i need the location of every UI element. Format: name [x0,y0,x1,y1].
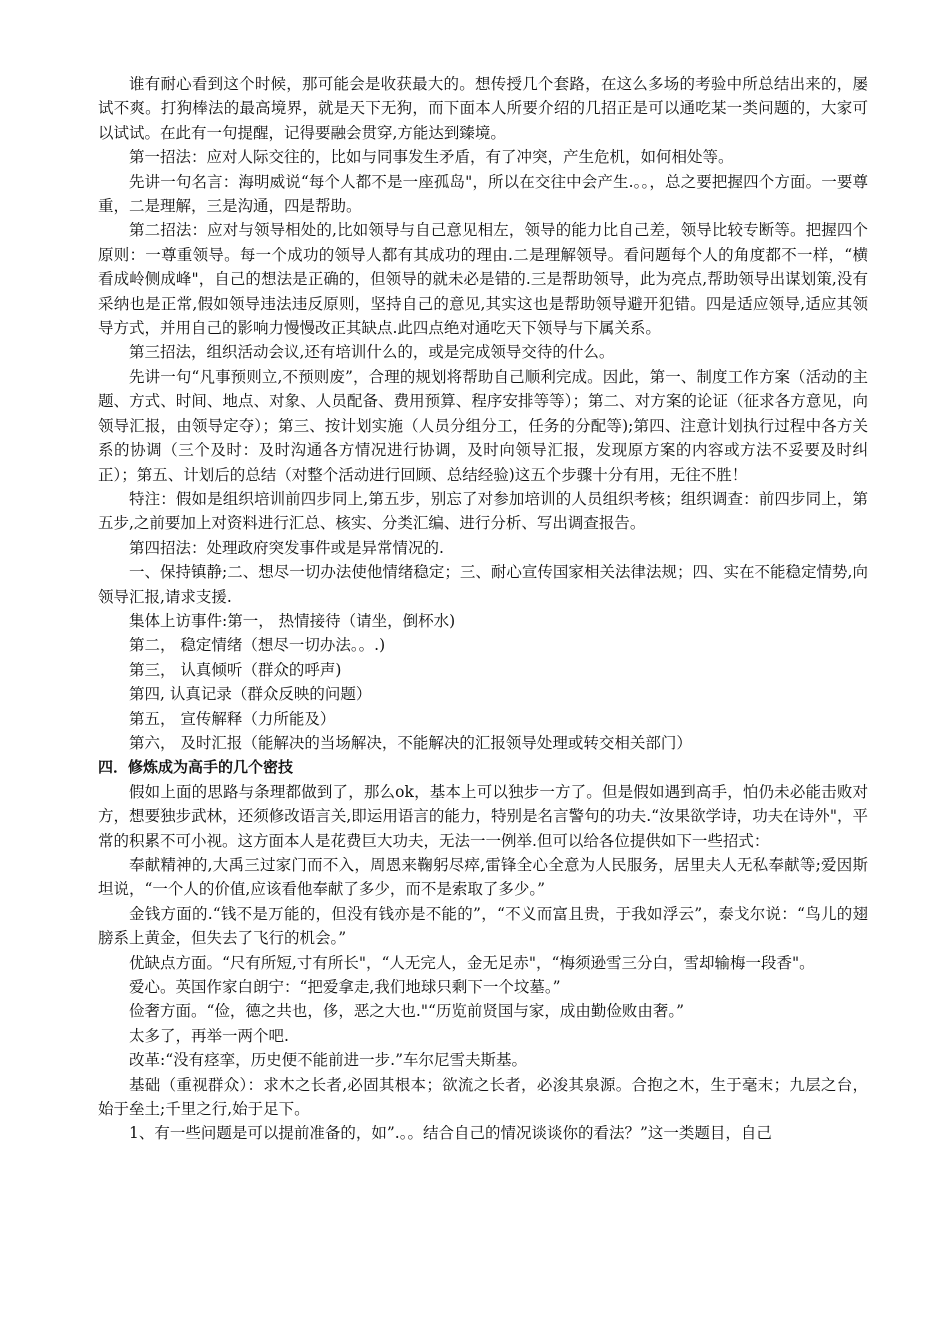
paragraph: 一、保持镇静;二、想尽一切办法使他情绪稳定；三、耐心宣传国家相关法律法规；四、实在不能稳定情势,向领导汇报,请求支援. [98,563,868,606]
paragraph: 优缺点方面。“尺有所短,寸有所长"，“人无完人，金无足赤"，“梅须逊雪三分白，雪却输梅一段香"。 [129,953,815,972]
paragraph: 第一招法：应对人际交往的，比如与同事发生矛盾，有了冲突，产生危机，如何相处等。 [129,148,734,167]
paragraph: 先讲一句名言：海明威说“每个人都不是一座孤岛"，所以在交往中会产生.。。，总之要把握四个方面。一要尊重，二是理解，三是沟通，四是帮助。 [98,172,868,216]
paragraph: 1、有一些问题是可以提前准备的，如”.。。结合自己的情况谈谈你的看法？”这一类题目，自己 [129,1124,772,1143]
list-item: 第六， 及时汇报（能解决的当场解决，不能解决的汇报领导处理或转交相关部门） [129,733,692,752]
paragraph: 基础（重视群众）：求木之长者,必固其根本；欲流之长者，必浚其泉源。合抱之木，生于毫末；九层之台，始于垒土;千里之行,始于足下。 [98,1075,868,1119]
paragraph: 特注：假如是组织培训前四步同上,第五步，别忘了对参加培训的人员组织考核；组织调查：前四步同上，第五步,之前要加上对资料进行汇总、核实、分类汇编、进行分析、写出调查报告。 [98,489,868,533]
document-page [98,72,868,1146]
paragraph: 太多了，再举一两个吧. [129,1026,289,1045]
paragraph: 第二招法：应对与领导相处的,比如领导与自己意见相左，领导的能力比自己差，领导比较专断等。把握四个原则：一尊重领导。每一个成功的领导人都有其成功的理由.二是理解领导。看问题每个人的角度都不一样，“横看成岭侧成峰"，自己的想法是正确的，但领导的就未必是错的.三是帮助领导，此为亮点,帮助领导出谋划策,没有采纳也是正常,假如领导违法违反原则，坚持自己的意见,其实这也是帮助领导避开犯错。四是适应领导,适应其领导方式，并用自己的影响力慢慢改正其缺点.此四点绝对通吃天下领导与下属关系。 [98,221,868,338]
list-item: 第三， 认真倾听（群众的呼声) [129,660,342,679]
paragraph: 第三招法，组织活动会议,还有培训什么的，或是完成领导交待的什么。 [129,343,615,362]
list-item: 第五， 宣传解释（力所能及） [129,709,336,728]
section-heading: 四．修炼成为高手的几个密技 [98,758,294,777]
paragraph: 爱心。英国作家白朗宁：“把爱拿走,我们地球只剩下一个坟墓。” [129,978,561,997]
paragraph: 俭奢方面。“俭，德之共也，侈，恶之大也."“历览前贤国与家，成由勤俭败由奢。” [129,1002,685,1021]
paragraph: 第四招法：处理政府突发事件或是异常情况的. [129,538,444,557]
paragraph: 先讲一句“凡事预则立,不预则废”，合理的规划将帮助自己顺利完成。因此，第一、制度工作方案（活动的主题、方式、时间、地点、对象、人员配备、费用预算、程序安排等等）；第二、对方案的论证（征求各方意见，向领导汇报，由领导定夺）；第三、按计划实施（人员分组分工，任务的分配等);第四、注意计划执行过程中各方关系的协调（三个及时：及时沟通各方情况进行协调，及时向领导汇报，发现原方案的内容或方法不妥要及时纠正）；第五、计划后的总结（对整个活动进行回顾、总结经验)这五个步骤十分有用，无往不胜！ [98,367,868,484]
paragraph: 假如上面的思路与条理都做到了，那么ok，基本上可以独步一方了。但是假如遇到高手，怕仍未必能击败对方，想要独步武林，还须修改语言关,即运用语言的能力，特别是名言警句的功夫.“汝果欲学诗，功夫在诗外"，平常的积累不可小视。这方面本人是花费巨大功夫，无法一一例举.但可以给各位提供如下一些招式： [98,782,868,850]
paragraph: 奉献精神的,大禹三过家门而不入，周恩来鞠躬尽瘁,雷锋全心全意为人民服务，居里夫人无私奉献等;爱因斯坦说，“一个人的价值,应该看他奉献了多少，而不是索取了多少。” [98,856,868,899]
paragraph: 改革:“没有痉挛，历史便不能前进一步.”车尔尼雪夫斯基。 [129,1051,527,1070]
list-item: 第四, 认真记录（群众反映的问题） [129,685,372,704]
list-item: 第二， 稳定情绪（想尽一切办法。。.) [129,636,386,655]
paragraph: 金钱方面的.“钱不是万能的，但没有钱亦是不能的”，“不义而富且贵，于我如浮云”，泰戈尔说：“鸟儿的翅膀系上黄金，但失去了飞行的机会。” [98,904,868,948]
paragraph: 谁有耐心看到这个时候，那可能会是收获最大的。想传授几个套路，在这么多场的考验中所总结出来的，屡试不爽。打狗棒法的最高境界，就是天下无狗，而下面本人所要介绍的几招正是可以通吃某一类问题的，大家可以试试。在此有一句提醒，记得要融会贯穿,方能达到臻境。 [98,75,868,142]
list-item: 集体上访事件:第一， 热情接待（请坐，倒杯水) [129,611,456,630]
